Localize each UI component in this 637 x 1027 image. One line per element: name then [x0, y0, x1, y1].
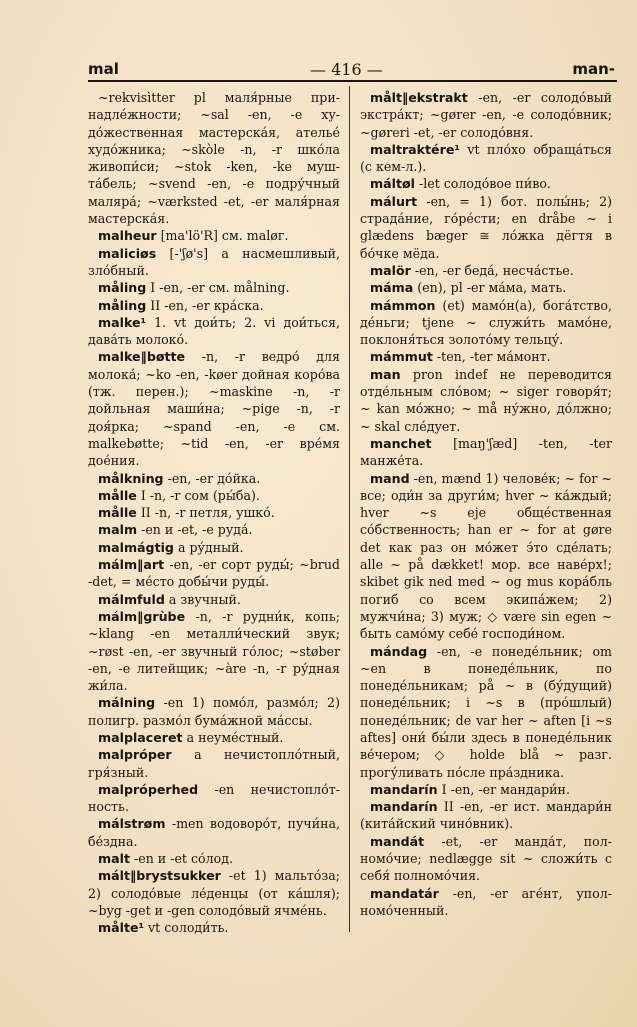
entry-headword: malheur — [98, 228, 157, 244]
dictionary-entry — [88, 591, 340, 608]
entry-headword: malke‖bøtte — [98, 349, 186, 365]
dictionary-entry — [88, 297, 340, 314]
dictionary-entry — [88, 504, 340, 521]
dictionary-entry — [88, 348, 340, 469]
entry-headword: målle — [98, 505, 137, 521]
dictionary-entry — [88, 746, 340, 781]
entry-headword: man — [370, 366, 401, 382]
entry-definition: -en, -er до́йка. — [167, 470, 261, 486]
entry-definition: -en, -er аге́нт, уполномо́ченный. — [360, 885, 612, 918]
entry-definition: -n, -r рудни́к, копь; ~klang -en металли́ческий звук; ~røst -en, -er звучный го́лос; ~støber -en, -e литейщик; ~àre -n, -r ру́дная жи́ла. — [88, 608, 340, 694]
dictionary-entry — [88, 608, 340, 694]
entry-definition: a ру́дный. — [177, 539, 244, 555]
entry-headword: malpróper — [98, 747, 172, 763]
entry-headword: mámmut — [370, 349, 433, 365]
entry-definition: -men водоворо́т, пучи́на, бе́здна. — [88, 816, 340, 849]
dictionary-entry — [88, 556, 340, 591]
entry-headword: máltøl — [370, 176, 415, 192]
dictionary-entry — [88, 694, 340, 729]
entry-headword: malm — [98, 522, 138, 538]
entry-headword: maltraktére¹ — [370, 141, 460, 157]
entry-definition: [-'ʃø's] a насмешливый, зло́бный. — [88, 245, 340, 278]
dictionary-entry — [88, 89, 340, 227]
entry-definition: -en, -e понеде́льник; om ~en в понеде́льник, по понеде́льникам; på ~ в (бу́дущий) понеде́льник; i ~s в (про́шлый) понеде́льник; de var her ~ aften [i ~s aftes] они́ бы́ли здесь в понеде́льник ве́чером; ◇ holde blå ~ разг. прогу́ливать по́сле пра́здника. — [360, 643, 612, 780]
entry-definition: -en, -er беда́, несча́стье. — [414, 262, 574, 278]
dictionary-entry — [88, 227, 340, 244]
dictionary-entry — [88, 521, 340, 538]
entry-definition: -et 1) мальто́за; 2) солодо́вые ле́денцы (от ка́шля); ~byg -get и -gen солодо́вый ячме́нь. — [88, 868, 340, 918]
dictionary-entry — [360, 141, 612, 176]
entry-definition: -en, -er сорт руды́; ~brud -det, = ме́сто добы́чи руды́. — [88, 557, 340, 590]
dictionary-entry — [88, 470, 340, 487]
entry-headword: måling — [98, 280, 147, 296]
entry-headword: målte¹ — [98, 920, 145, 936]
entry-headword: mandát — [370, 833, 425, 849]
entry-headword: maliciøs — [98, 245, 157, 261]
dictionary-entry — [360, 798, 612, 833]
dictionary-entry — [88, 245, 340, 280]
entry-definition: [maŋ'ʃæd] -ten, -ter манже́та. — [360, 435, 612, 469]
entry-headword: malt — [98, 851, 130, 867]
entry-headword: målle — [98, 487, 137, 503]
entry-headword: málm‖grùbe — [98, 608, 186, 624]
entry-headword: málmfuld — [98, 591, 165, 607]
dictionary-entry — [360, 348, 612, 365]
entry-definition: -ten, -ter ма́монт. — [436, 349, 551, 365]
column-divider — [349, 86, 350, 932]
entry-headword: mámmon — [370, 297, 436, 313]
entry-definition: ~rekvisìtter pl маля́рные принадле́жности; ~sal -en, -e худо́жественная мастерска́я, ателье́ худо́жника; ~skòle -n, -r шко́ла живопи́си; ~stok -ken, -ke мушта́бель; ~svend -en, -e подру́чный маляра́; ~værksted -et, -er маля́рная мастерска́я. — [88, 90, 340, 227]
entry-headword: málning — [98, 695, 156, 711]
entry-headword: målkning — [98, 470, 164, 486]
dictionary-entry — [88, 539, 340, 556]
dictionary-entry — [88, 279, 340, 296]
entry-headword: mandatár — [370, 885, 439, 901]
entry-definition: [ma'lö'R] см. maløг. — [160, 228, 289, 244]
entry-headword: málstrøm — [98, 816, 166, 832]
dictionary-entry — [360, 833, 612, 885]
entry-definition: -en нечистопло́тность. — [88, 781, 340, 815]
entry-headword: mándag — [370, 643, 428, 659]
page-header — [88, 60, 615, 80]
entry-headword: malke¹ — [98, 314, 147, 330]
entry-definition: a звучный. — [168, 591, 241, 607]
header-left-guide-word: mal — [88, 60, 119, 78]
dictionary-entry — [360, 643, 612, 781]
entry-headword: mált‖brystsukker — [98, 868, 221, 884]
dictionary-entry — [88, 867, 340, 919]
entry-definition: (en), pl -er ма́ма, мать. — [417, 280, 567, 296]
entry-headword: malpróperhed — [98, 781, 199, 797]
entry-definition: a нечистопло́тный, гря́зный. — [88, 747, 340, 780]
entry-definition: -en, mænd 1) челове́к; ~ for ~ все; оди́н за други́м; hver ~ ка́ждый; hver ~s eje обще́ственная со́бственность; han er ~ for at gøre det как раз он мо́жет э́то сде́лать; alle ~ på dækket! мор. все наве́рх!; skibet gik ned med ~ og mus кора́бль погиб со всем экипа́жем; 2) мужчи́на; 3) муж; ◇ være sin egen ~ быть само́му себе́ господи́ном. — [360, 470, 612, 642]
entry-headword: mand — [370, 470, 410, 486]
entry-definition: -et, -er манда́т, полномо́чие; nedlægge sit ~ сложи́ть с себя́ полномо́чия. — [360, 833, 612, 884]
dictionary-entry — [360, 262, 612, 279]
dictionary-entry — [88, 815, 340, 850]
entry-definition: vt пло́хо обраща́ться (с кем-л.). — [360, 141, 612, 175]
header-right-guide-word: man- — [572, 60, 615, 78]
entry-headword: máma — [370, 280, 414, 296]
entry-definition: -en, -er солодо́вый экстра́кт; ~gører -en, -e солодо́вник; ~gøreri -et, -er солодо́вня. — [360, 90, 612, 140]
entry-definition: a неуме́стный. — [186, 729, 284, 745]
entry-headword: malmágtig — [98, 539, 174, 555]
entry-definition: -n, -r ведро́ для молока́; ~ko -en, -køer дойная коро́ва (тж. перен.); ~maskine -n, -r дойльная маши́на; ~pige -n, -r доя́рка; ~spand -en, -e см. malkebøtte; ~tid -en, -er вре́мя дое́ния. — [88, 349, 340, 469]
entry-definition: I -n, -r сом (ры́ба). — [140, 487, 260, 503]
page-number: — 416 — — [310, 60, 383, 79]
dictionary-entry — [360, 366, 612, 435]
dictionary-entry — [88, 781, 340, 816]
entry-definition: I -en, -er см. målning. — [150, 280, 290, 296]
left-column — [88, 89, 340, 937]
entry-definition: vt солоди́ть. — [148, 920, 229, 936]
dictionary-entry — [360, 781, 612, 798]
dictionary-entry — [360, 885, 612, 920]
dictionary-entry — [88, 314, 340, 349]
dictionary-entry — [88, 919, 340, 936]
dictionary-entry — [360, 279, 612, 296]
entry-definition: (et) мамо́н(а), бога́тство, де́ньги; tjene ~ служи́ть мамо́не, поклоня́ться золото́му тельцу́. — [360, 297, 612, 348]
entry-definition: 1. vt дои́ть; 2. vi дои́ться, дава́ть молоко́. — [88, 314, 340, 348]
entry-definition: II -en, -er ист. мандари́н (кита́йский чино́вник). — [360, 799, 612, 832]
entry-headword: malplaceret — [98, 729, 183, 745]
header-rule — [88, 80, 617, 82]
entry-definition: -en и -et, -e руда́. — [141, 522, 253, 538]
entry-definition: -en 1) помо́л, размо́л; 2) полигр. размо́л бума́жной ма́ссы. — [88, 695, 340, 728]
dictionary-entry — [360, 193, 612, 262]
dictionary-entry — [360, 175, 612, 192]
entry-headword: málm‖art — [98, 557, 165, 573]
entry-headword: málurt — [370, 193, 418, 209]
entry-definition: I -en, -er мандари́н. — [441, 781, 570, 797]
dictionary-entry — [360, 297, 612, 349]
dictionary-entry — [360, 470, 612, 643]
entry-definition: II -n, -r петля, ушко́. — [140, 505, 275, 521]
entry-definition: -en и -et со́лод. — [133, 851, 233, 867]
entry-headword: mandarín — [370, 799, 438, 815]
entry-definition: -en, = 1) бот. полы́нь; 2) страда́ние, го́ре́сти; en dråbe ~ i glædens bæger ≅ ло́жка дёгтя в бо́чке мёда. — [360, 193, 612, 261]
entry-headword: målt‖ekstrakt — [370, 90, 468, 105]
right-column — [360, 89, 612, 919]
dictionary-entry — [88, 850, 340, 867]
entry-definition: -let солодо́вое пи́во. — [418, 176, 551, 192]
entry-definition: II -en, -er кра́ска. — [150, 297, 264, 313]
entry-headword: manchet — [370, 435, 432, 451]
entry-headword: malör — [370, 262, 411, 278]
entry-definition: pron indef не переводится отде́льным сло́вом; ~ siger говоря́т; ~ kan мо́жно; ~ må ну́жно, до́лжно; ~ skal сле́дует. — [360, 366, 612, 434]
dictionary-entry — [360, 435, 612, 470]
entry-headword: måling — [98, 297, 147, 313]
entry-headword: mandarín — [370, 781, 438, 797]
dictionary-entry — [360, 89, 612, 141]
dictionary-entry — [88, 487, 340, 504]
dictionary-entry — [88, 729, 340, 746]
